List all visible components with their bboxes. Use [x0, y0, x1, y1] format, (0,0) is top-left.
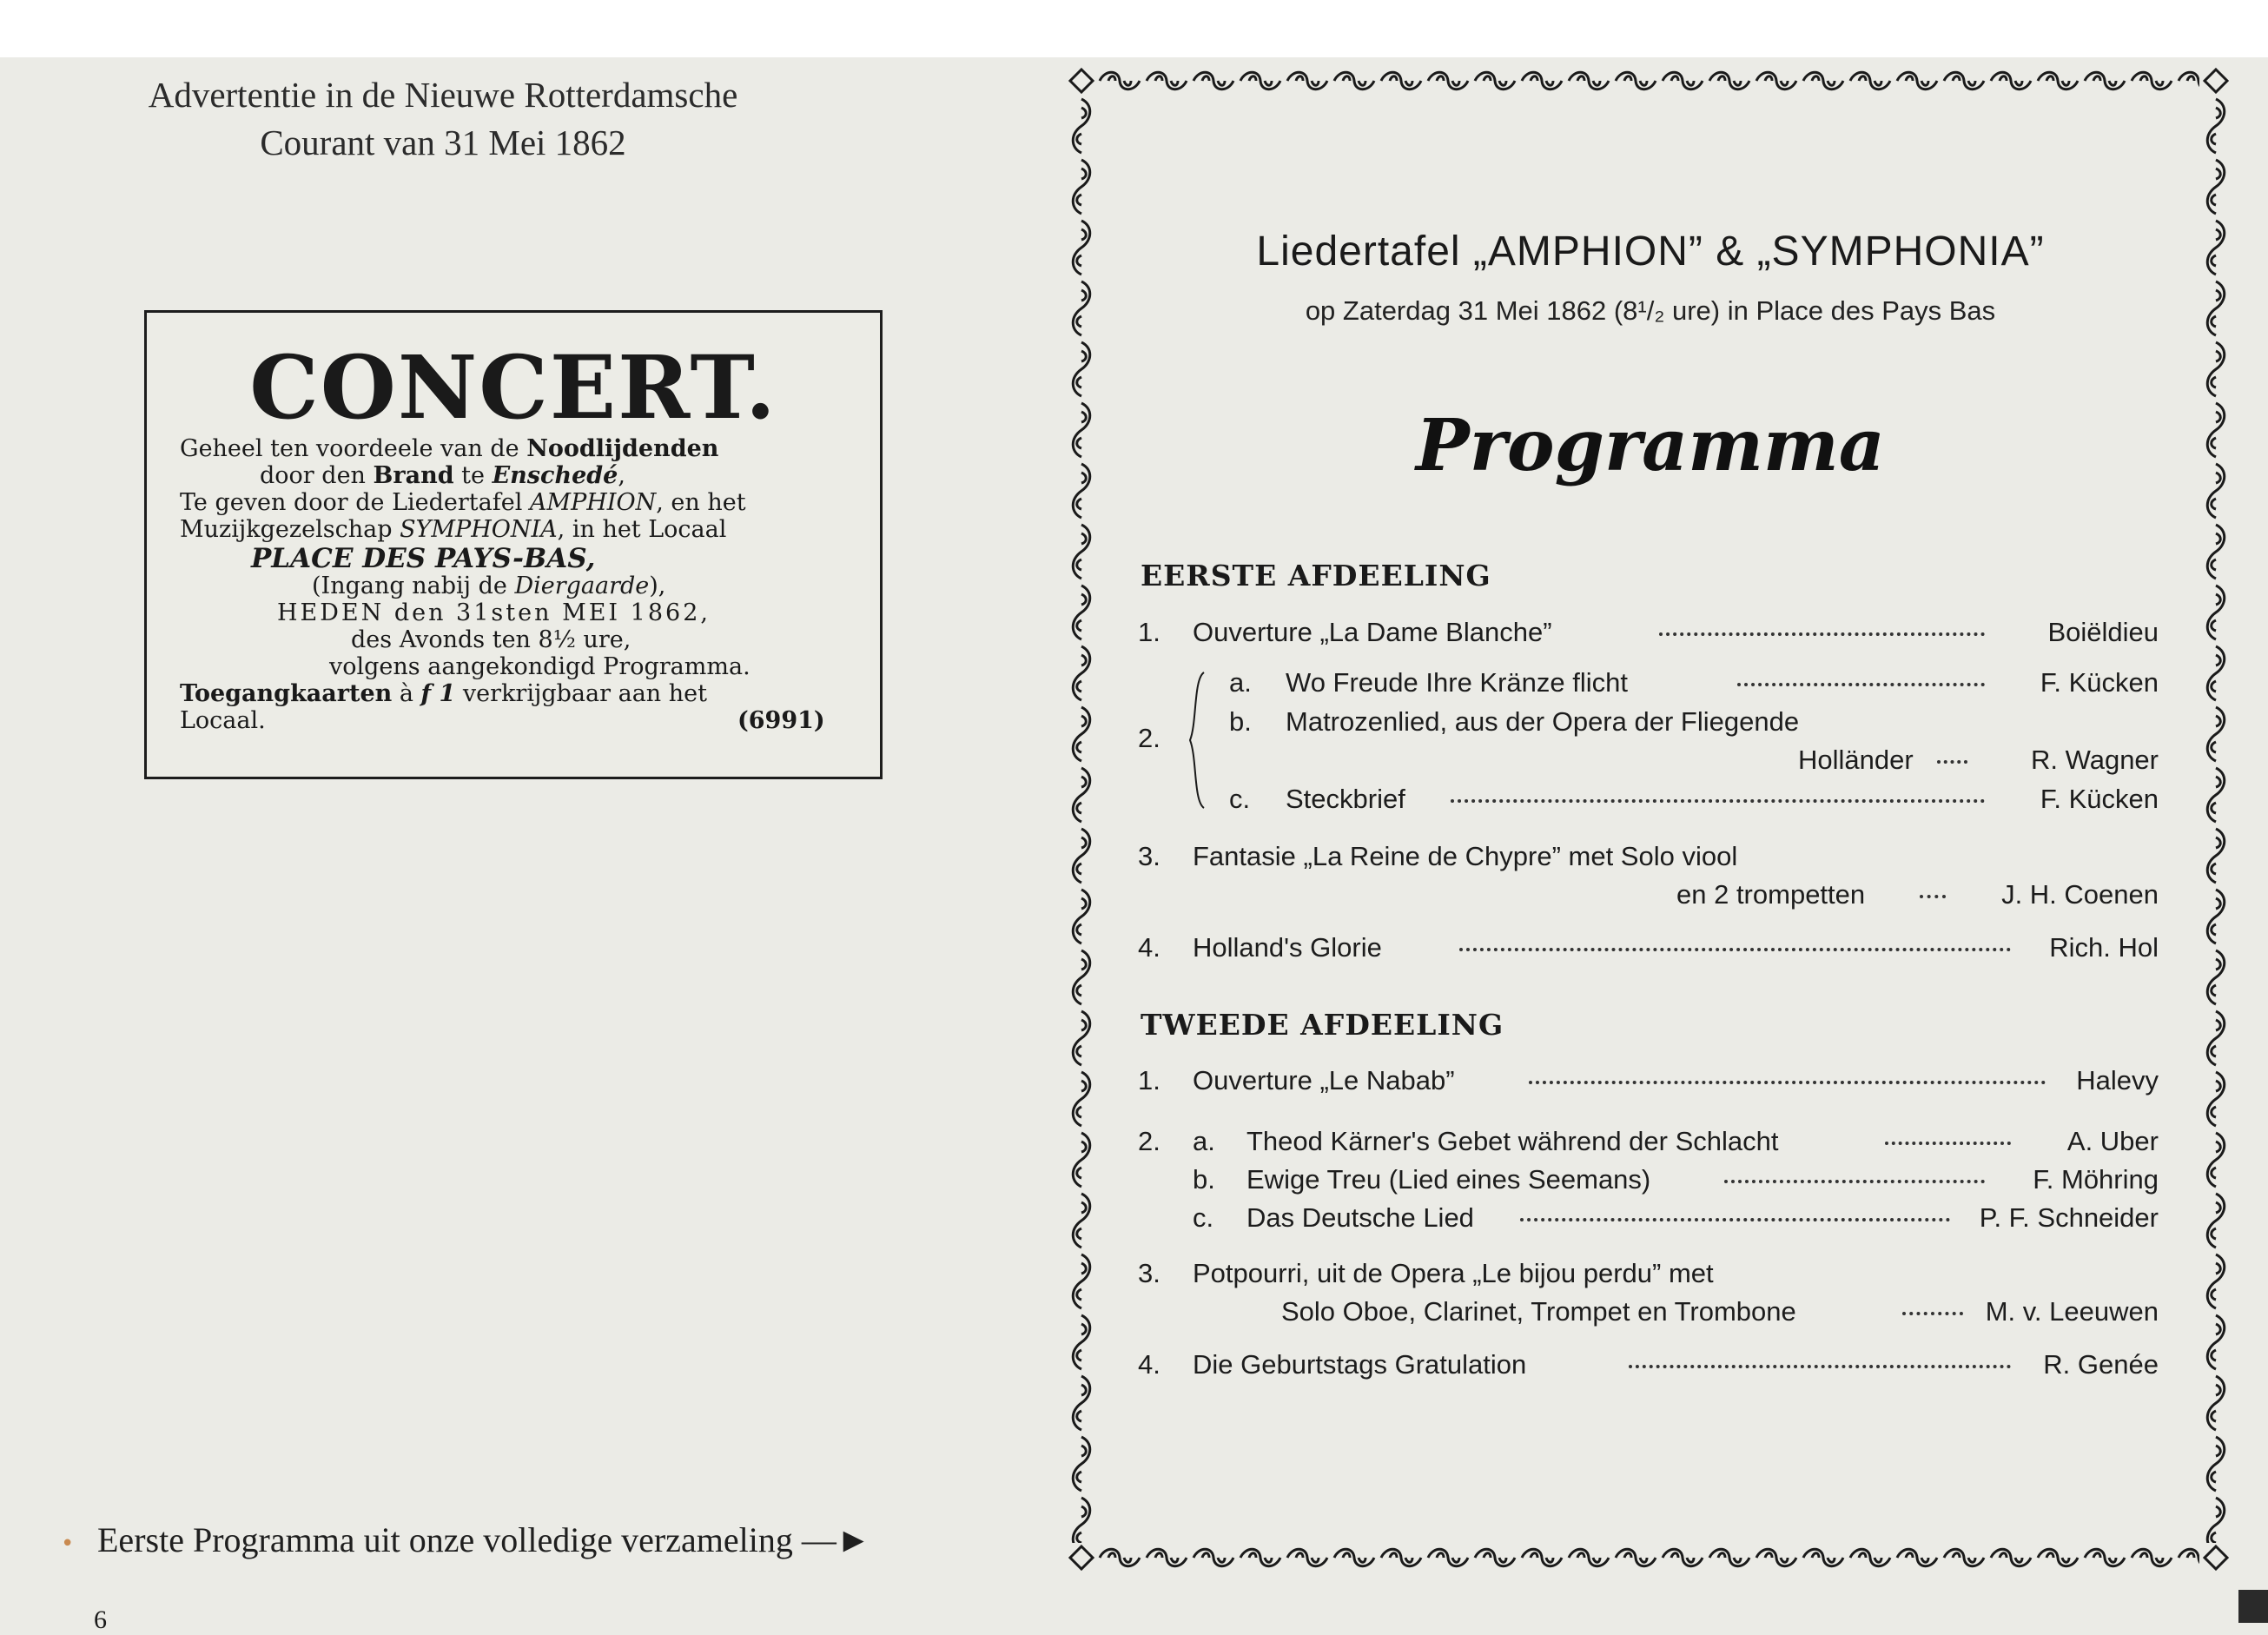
item-title: Die Geburtstags Gratulation: [1193, 1349, 1527, 1380]
frame-border-bottom: [1096, 1543, 2199, 1572]
caption-line-2: Courant van 31 Mei 1862: [260, 122, 626, 162]
advert-text-bold: Brand: [373, 462, 454, 489]
item-sub-letter: a.: [1229, 667, 1252, 698]
programme-row: [1138, 932, 2159, 967]
programme-row: [1138, 1258, 2159, 1293]
advert-text-bold: Toegangkaarten: [180, 680, 393, 707]
advert-text: ),: [649, 573, 666, 599]
item-sub-letter: b.: [1229, 706, 1252, 737]
newspaper-advert: [144, 310, 883, 779]
advert-text: , en het: [656, 489, 746, 516]
advert-line: [260, 463, 625, 489]
programme-row: [1138, 1296, 2159, 1331]
item-title: Steckbrief: [1286, 784, 1405, 814]
advert-text-bold: Noodlijdenden: [526, 435, 719, 462]
item-composer: F. Kücken: [2040, 784, 2159, 814]
dot-leader: [1724, 1176, 1985, 1183]
item-number: 1.: [1138, 617, 1160, 647]
item-composer: Halevy: [2076, 1065, 2159, 1096]
programme-row: [1138, 784, 2159, 818]
advert-text-italic: SYMPHONIA: [400, 516, 558, 543]
item-composer: R. Wagner: [2030, 745, 2159, 775]
item-title: Ouverture „Le Nabab”: [1193, 1065, 1455, 1096]
programme-row: [1138, 1202, 2159, 1237]
item-sub-letter: a.: [1193, 1126, 1215, 1156]
dot-leader: [1529, 1077, 2046, 1084]
section-heading-2: TWEEDE AFDEELING: [1141, 1008, 1504, 1042]
page-number: 6: [94, 1605, 107, 1634]
programme-row: [1138, 1126, 2159, 1161]
item-composer: F. Kücken: [2040, 667, 2159, 698]
programme-subheading: op Zaterdag 31 Mei 1862 (8¹/₂ ure) in Place des Pays Bas: [1305, 295, 1996, 326]
dot-leader: [1629, 1361, 2011, 1368]
item-title: Solo Oboe, Clarinet, Trompet en Trombone: [1281, 1296, 1796, 1327]
item-sub-letter: c.: [1193, 1202, 1214, 1233]
advert-programme: volgens aangekondigd Programma.: [329, 653, 750, 680]
dot-leader: [1902, 1308, 1963, 1315]
advert-line: [180, 490, 746, 516]
advert-text: door den: [260, 462, 374, 489]
advert-line: [180, 517, 726, 543]
item-composer: R. Genée: [2043, 1349, 2159, 1380]
item-composer: F. Möhring: [2033, 1164, 2159, 1195]
item-number: 1.: [1138, 1065, 1160, 1096]
dot-leader: [1885, 1138, 2011, 1145]
advert-time: des Avonds ten 8½ ure,: [351, 626, 631, 653]
programme-row: [1138, 841, 2159, 876]
programme-row: [1138, 1164, 2159, 1199]
advert-line: [180, 681, 707, 707]
frame-corner-icon: [1067, 66, 1096, 96]
item-number: 3.: [1138, 841, 1160, 871]
programme-row: [1138, 1349, 2159, 1384]
advert-text-bold-italic: Enschedé: [492, 462, 618, 489]
item-sub-letter: c.: [1229, 784, 1251, 814]
ornamental-frame: [1067, 66, 2231, 1573]
item-number: 3.: [1138, 1258, 1160, 1288]
advert-text: ,: [618, 462, 625, 489]
item-title: Wo Freude Ihre Kränze flicht: [1286, 667, 1628, 698]
advert-number: (6991): [737, 707, 825, 734]
dot-leader: [1920, 891, 1946, 898]
item-title: Potpourri, uit de Opera „Le bijou perdu” met: [1193, 1258, 1714, 1288]
advert-text: Te geven door de Liedertafel: [180, 489, 530, 516]
programme-heading: Liedertafel „AMPHION” & „SYMPHONIA”: [1256, 228, 2045, 275]
advert-venue: PLACE DES PAYS-BAS,: [251, 543, 596, 574]
frame-corner-icon: [2201, 66, 2231, 96]
item-title: en 2 trompetten: [1676, 879, 1866, 910]
programme-row: [1138, 1065, 2159, 1100]
dot-leader: [1937, 757, 1967, 764]
item-composer: P. F. Schneider: [1979, 1202, 2159, 1233]
item-composer: Boiëldieu: [2047, 617, 2159, 647]
item-title: Holland's Glorie: [1193, 932, 1382, 963]
item-number: 4.: [1138, 932, 1160, 963]
advert-text: Geheel ten voordeele van de: [180, 435, 527, 462]
item-composer: Rich. Hol: [2049, 932, 2159, 963]
advert-price: f 1: [420, 680, 456, 707]
advert-text-italic: Diergaarde: [514, 573, 650, 599]
programme-row: [1138, 706, 2159, 741]
item-composer: A. Uber: [2066, 1126, 2159, 1156]
frame-border-left: [1067, 96, 1096, 1543]
programme-row: [1138, 667, 2159, 702]
frame-border-top: [1096, 66, 2199, 96]
programme-row: [1138, 879, 2159, 914]
frame-border-right: [2201, 96, 2231, 1543]
item-sub-letter: b.: [1193, 1164, 1215, 1195]
top-margin: [0, 0, 2268, 57]
dot-leader: [1451, 796, 1985, 803]
advert-text: , in het Locaal: [557, 516, 727, 543]
advert-line: [312, 573, 665, 599]
frame-corner-icon: [2201, 1543, 2231, 1572]
frame-corner-icon: [1067, 1543, 1096, 1572]
item-number: 4.: [1138, 1349, 1160, 1380]
item-title: Das Deutsche Lied: [1246, 1202, 1474, 1233]
advert-text-italic: AMPHION: [529, 489, 657, 516]
dot-leader: [1659, 629, 1985, 636]
programme-row: [1138, 745, 2159, 779]
advert-line: [180, 436, 718, 462]
advert-date: HEDEN den 31sten MEI 1862,: [277, 599, 711, 626]
item-number: 2.: [1138, 723, 1160, 753]
item-title: Fantasie „La Reine de Chypre” met Solo viool: [1193, 841, 1738, 871]
section-heading-1: EERSTE AFDEELING: [1141, 559, 1491, 592]
item-number: 2.: [1138, 1126, 1160, 1156]
advert-text: Locaal.: [180, 707, 266, 734]
advert-text: (Ingang nabij de: [312, 573, 515, 599]
advert-title: CONCERT.: [249, 336, 777, 439]
advert-text: te: [453, 462, 493, 489]
advert-caption: [139, 71, 747, 167]
programme-row: [1138, 617, 2159, 652]
item-title: Theod Kärner's Gebet während der Schlacht: [1246, 1126, 1779, 1156]
programme-title: Programma: [1416, 404, 1885, 487]
ink-spot: [61, 1531, 73, 1543]
item-title: Holländer: [1798, 745, 1914, 775]
caption-line-1: Advertentie in de Nieuwe Rotterdamsche: [148, 75, 738, 115]
dot-leader: [1459, 944, 2011, 951]
item-title: Matrozenlied, aus der Opera der Fliegende: [1286, 706, 1800, 737]
advert-text: verkrijgbaar aan het: [455, 680, 707, 707]
dot-leader: [1737, 679, 1985, 686]
advert-text: à: [392, 680, 421, 707]
item-composer: M. v. Leeuwen: [1985, 1296, 2159, 1327]
book-edge: [2238, 1590, 2268, 1623]
item-title: Ouverture „La Dame Blanche”: [1193, 617, 1552, 647]
item-title: Ewige Treu (Lied eines Seemans): [1246, 1164, 1651, 1195]
footer-note: Eerste Programma uit onze volledige verzameling —►: [97, 1520, 871, 1559]
advert-text: Muzijkgezelschap: [180, 516, 400, 543]
dot-leader: [1520, 1215, 1950, 1221]
item-composer: J. H. Coenen: [2001, 879, 2159, 910]
